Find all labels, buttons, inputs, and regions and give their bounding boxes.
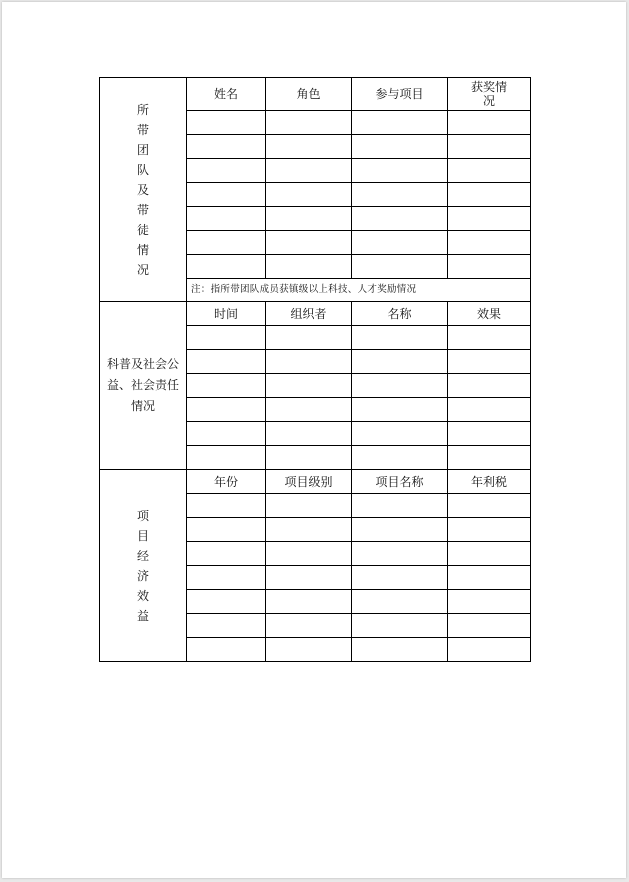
input-cell[interactable] <box>448 614 531 638</box>
input-cell[interactable] <box>266 135 352 159</box>
input-cell[interactable] <box>448 326 531 350</box>
input-cell[interactable] <box>352 231 448 255</box>
economic-header-year: 年份 <box>187 470 266 494</box>
science-header-time: 时间 <box>187 302 266 326</box>
team-header-project: 参与项目 <box>352 78 448 111</box>
input-cell[interactable] <box>352 159 448 183</box>
input-cell[interactable] <box>352 374 448 398</box>
science-header-title: 名称 <box>352 302 448 326</box>
document-page <box>2 2 626 878</box>
input-cell[interactable] <box>266 207 352 231</box>
input-cell[interactable] <box>448 183 531 207</box>
input-cell[interactable] <box>187 183 266 207</box>
team-header-award-cell <box>448 78 531 111</box>
input-cell[interactable] <box>266 566 352 590</box>
economic-section-label: 项目经济效益 <box>136 508 149 623</box>
input-cell[interactable] <box>266 374 352 398</box>
input-cell[interactable] <box>352 446 448 470</box>
input-cell[interactable] <box>266 494 352 518</box>
application-form-table <box>99 77 531 662</box>
input-cell[interactable] <box>352 566 448 590</box>
input-cell[interactable] <box>448 542 531 566</box>
input-cell[interactable] <box>448 111 531 135</box>
input-cell[interactable] <box>187 159 266 183</box>
input-cell[interactable] <box>352 518 448 542</box>
input-cell[interactable] <box>448 255 531 279</box>
input-cell[interactable] <box>352 350 448 374</box>
input-cell[interactable] <box>266 326 352 350</box>
team-header-role: 角色 <box>266 78 352 111</box>
input-cell[interactable] <box>187 566 266 590</box>
input-cell[interactable] <box>448 590 531 614</box>
input-cell[interactable] <box>448 207 531 231</box>
input-cell[interactable] <box>448 350 531 374</box>
input-cell[interactable] <box>187 255 266 279</box>
input-cell[interactable] <box>266 398 352 422</box>
team-section-label-cell <box>100 78 187 302</box>
input-cell[interactable] <box>187 494 266 518</box>
input-cell[interactable] <box>187 590 266 614</box>
input-cell[interactable] <box>266 183 352 207</box>
team-section-label: 所带团队及带徒情况 <box>136 102 149 277</box>
team-header-name: 姓名 <box>187 78 266 111</box>
input-cell[interactable] <box>266 446 352 470</box>
science-header-row <box>100 302 531 326</box>
input-cell[interactable] <box>266 518 352 542</box>
input-cell[interactable] <box>187 638 266 662</box>
input-cell[interactable] <box>187 350 266 374</box>
team-header-row <box>100 78 531 111</box>
input-cell[interactable] <box>266 614 352 638</box>
input-cell[interactable] <box>266 638 352 662</box>
input-cell[interactable] <box>187 207 266 231</box>
input-cell[interactable] <box>352 326 448 350</box>
input-cell[interactable] <box>448 231 531 255</box>
input-cell[interactable] <box>266 590 352 614</box>
input-cell[interactable] <box>352 255 448 279</box>
input-cell[interactable] <box>448 518 531 542</box>
input-cell[interactable] <box>352 638 448 662</box>
input-cell[interactable] <box>448 422 531 446</box>
input-cell[interactable] <box>448 446 531 470</box>
input-cell[interactable] <box>352 614 448 638</box>
input-cell[interactable] <box>448 159 531 183</box>
team-header-award: 获奖情况 <box>471 80 508 108</box>
input-cell[interactable] <box>266 542 352 566</box>
input-cell[interactable] <box>187 518 266 542</box>
science-section-label: 科普及社会公益、社会责任情况 <box>106 357 179 413</box>
input-cell[interactable] <box>187 446 266 470</box>
input-cell[interactable] <box>448 494 531 518</box>
input-cell[interactable] <box>187 135 266 159</box>
input-cell[interactable] <box>187 231 266 255</box>
economic-header-level: 项目级别 <box>266 470 352 494</box>
input-cell[interactable] <box>187 542 266 566</box>
input-cell[interactable] <box>448 135 531 159</box>
input-cell[interactable] <box>352 207 448 231</box>
input-cell[interactable] <box>448 638 531 662</box>
input-cell[interactable] <box>266 350 352 374</box>
input-cell[interactable] <box>187 398 266 422</box>
input-cell[interactable] <box>187 374 266 398</box>
input-cell[interactable] <box>448 374 531 398</box>
input-cell[interactable] <box>266 231 352 255</box>
economic-header-annual-tax: 年利税 <box>448 470 531 494</box>
economic-header-project-name: 项目名称 <box>352 470 448 494</box>
input-cell[interactable] <box>187 614 266 638</box>
economic-section-label-cell <box>100 470 187 662</box>
input-cell[interactable] <box>448 398 531 422</box>
science-header-organizer: 组织者 <box>266 302 352 326</box>
economic-header-row <box>100 470 531 494</box>
input-cell[interactable] <box>187 111 266 135</box>
input-cell[interactable] <box>352 494 448 518</box>
input-cell[interactable] <box>266 422 352 446</box>
input-cell[interactable] <box>352 542 448 566</box>
input-cell[interactable] <box>187 422 266 446</box>
input-cell[interactable] <box>352 135 448 159</box>
input-cell[interactable] <box>266 159 352 183</box>
science-header-effect: 效果 <box>448 302 531 326</box>
input-cell[interactable] <box>266 255 352 279</box>
input-cell[interactable] <box>352 398 448 422</box>
input-cell[interactable] <box>352 183 448 207</box>
input-cell[interactable] <box>352 422 448 446</box>
science-section-label-cell <box>100 302 187 470</box>
input-cell[interactable] <box>187 326 266 350</box>
input-cell[interactable] <box>352 590 448 614</box>
input-cell[interactable] <box>352 111 448 135</box>
input-cell[interactable] <box>448 566 531 590</box>
team-note: 注：指所带团队成员获镇级以上科技、人才奖励情况 <box>187 279 531 302</box>
input-cell[interactable] <box>266 111 352 135</box>
